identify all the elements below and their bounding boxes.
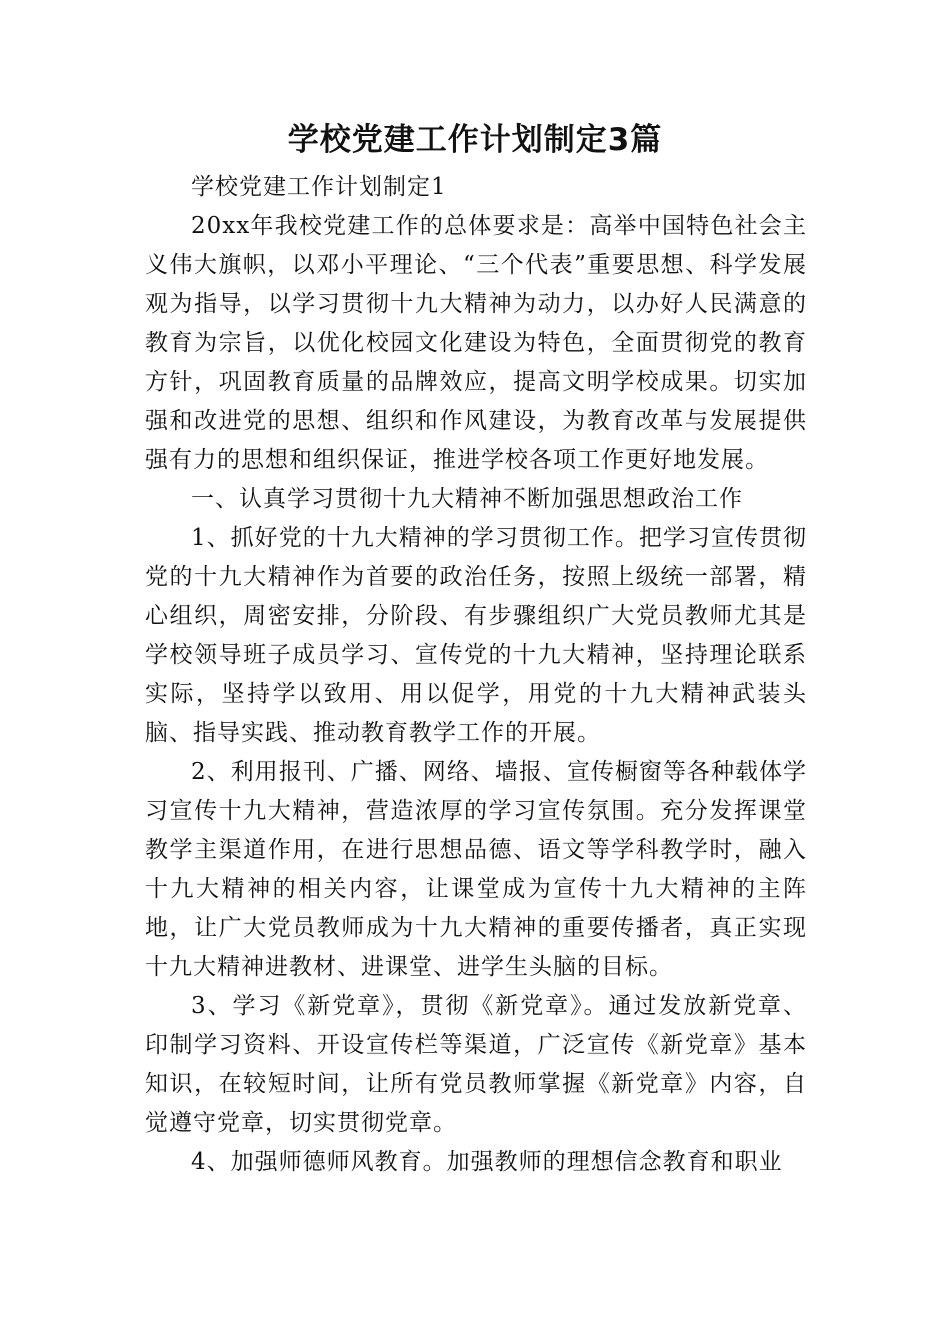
- body-paragraph: 20xx年我校党建工作的总体要求是：高举中国特色社会主义伟大旗帜，以邓小平理论、“三个代表”重要思想、科学发展观为指导，以学习贯彻十九大精神为动力，以办好人民满意的教育为宗旨，以优化校园文化建设为特色，全面贯彻党的教育方针，巩固教育质量的品牌效应，提高文明学校成果。切实加强和改进党的思想、组织和作风建设，为教育改革与发展提供强有力的思想和组织保证，推进学校各项工作更好地发展。: [145, 213, 807, 473]
- section-heading: 一、认真学习贯彻十九大精神不断加强思想政治工作: [191, 486, 743, 512]
- body-paragraph: 1、抓好党的十九大精神的学习贯彻工作。把学习宣传贯彻党的十九大精神作为首要的政治任务，按照上级统一部署，精心组织，周密安排，分阶段、有步骤组织广大党员教师尤其是学校领导班子成员学习、宣传党的十九大精神，坚持理论联系实际，坚持学以致用、用以促学，用党的十九大精神武装头脑、指导实践、推动教育教学工作的开展。: [145, 525, 807, 746]
- body-paragraph: 2、利用报刊、广播、网络、墙报、宣传橱窗等各种载体学习宣传十九大精神，营造浓厚的学习宣传氛围。充分发挥课堂教学主渠道作用，在进行思想品德、语文等学科教学时，融入十九大精神的相关内容，让课堂成为宣传十九大精神的主阵地，让广大党员教师成为十九大精神的重要传播者，真正实现十九大精神进教材、进课堂、进学生头脑的目标。: [145, 759, 807, 980]
- subtitle-paragraph: 学校党建工作计划制定1: [191, 174, 447, 200]
- body-paragraph: 3、学习《新党章》，贯彻《新党章》。通过发放新党章、印制学习资料、开设宣传栏等渠道，广泛宣传《新党章》基本知识，在较短时间，让所有党员教师掌握《新党章》内容，自觉遵守党章，切实贯彻党章。: [145, 993, 807, 1136]
- document-title: 学校党建工作计划制定3篇: [287, 122, 663, 158]
- document-body: [145, 168, 807, 1182]
- body-paragraph: 4、加强师德师风教育。加强教师的理想信念教育和职业: [191, 1149, 783, 1175]
